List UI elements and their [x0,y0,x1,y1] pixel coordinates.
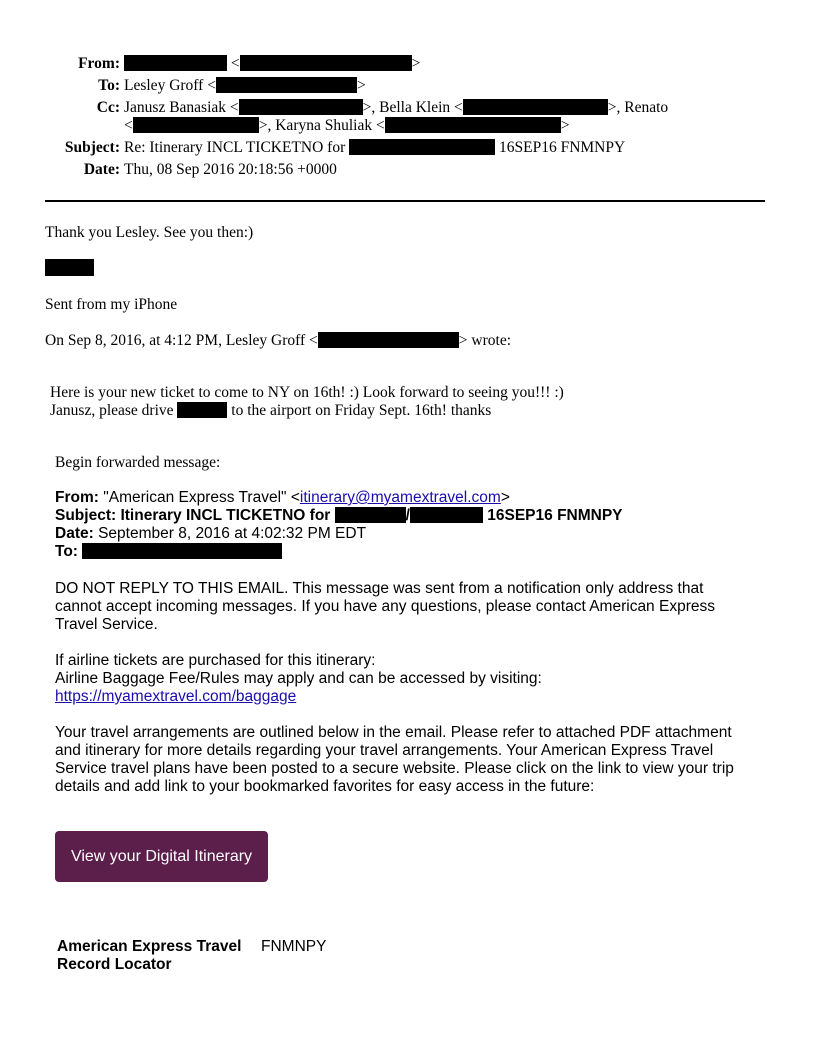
fwd-date-line: Date: September 8, 2016 at 4:02:32 PM EDT [55,525,367,542]
arrangements-line2: and itinerary for more details regarding your travel arrangements. Your American Express Travel [55,742,714,759]
redacted-block [124,55,227,71]
arrangements-line1: Your travel arrangements are outlined below in the email. Please refer to attached PDF attachment [55,724,732,741]
itinerary-email-link[interactable]: itinerary@myamextravel.com [299,489,501,506]
subject-label: Subject: [64,139,120,156]
notice-line2: cannot accept incoming messages. If you have any questions, please contact American Express [55,598,715,615]
fwd-to-line: To: [55,543,282,561]
baggage-link[interactable]: https://myamextravel.com/baggage [55,688,297,705]
redacted-block [463,99,608,115]
redacted-block [349,139,495,155]
locator-value: FNMNPY [261,938,327,955]
redacted-block [335,507,406,523]
redacted-block [240,55,412,71]
redacted-block [216,77,357,93]
begin-forwarded: Begin forwarded message: [55,454,221,471]
arrangements-line4: details and add link to your bookmarked favorites for easy access in the future: [55,778,595,795]
subject-value: Re: Itinerary INCL TICKETNO for 16SEP16 FNMNPY [124,139,626,156]
reply-thanks: Thank you Lesley. See you then:) [45,224,254,241]
sent-from: Sent from my iPhone [45,296,178,313]
redacted-block [133,117,259,133]
redacted-block [82,543,282,559]
view-digital-itinerary-button[interactable]: View your Digital Itinerary [55,831,268,882]
redacted-block [239,99,363,115]
fwd-from-line: From: "American Express Travel" <itinerary@myamextravel.com> [55,489,510,506]
fwd-subject-line: Subject: Itinerary INCL TICKETNO for / 16SEP16 FNMNPY [55,507,623,524]
redacted-block [318,332,459,348]
lesley-line1: Here is your new ticket to come to NY on 16th! :) Look forward to seeing you!!! :) [50,384,564,401]
cc-label: Cc: [96,99,120,116]
quoted-attribution: On Sep 8, 2016, at 4:12 PM, Lesley Groff < > wrote: [45,332,512,349]
notice-line3: Travel Service. [55,616,158,633]
cc-value-line1: Janusz Banasiak < >, Bella Klein < >, Renato [124,99,669,116]
redacted-block [177,402,227,418]
from-label: From: [78,55,120,72]
to-value: Lesley Groff < > [124,77,366,94]
from-value: < > [124,55,420,73]
date-value: Thu, 08 Sep 2016 20:18:56 +0000 [124,161,337,178]
arrangements-line3: Service travel plans have been posted to a secure website. Please click on the link to view your trip [55,760,734,777]
date-label: Date: [83,161,120,178]
baggage-line1: If airline tickets are purchased for this itinerary: [55,652,376,669]
locator-label-2: Record Locator [57,956,172,973]
lesley-line2: Janusz, please drive to the airport on Friday Sept. 16th! thanks [50,402,492,419]
notice-line1: DO NOT REPLY TO THIS EMAIL. This message was sent from a notification only address that [55,580,704,597]
baggage-line2: Airline Baggage Fee/Rules may apply and can be accessed by visiting: [55,670,542,687]
redacted-signature [45,259,94,276]
cc-value-line2: < >, Karyna Shuliak < > [124,117,570,134]
locator-label-1: American Express Travel [57,938,242,955]
header-divider [45,200,765,202]
redacted-block [385,117,561,133]
redacted-block [410,507,483,523]
to-label: To: [98,77,120,94]
